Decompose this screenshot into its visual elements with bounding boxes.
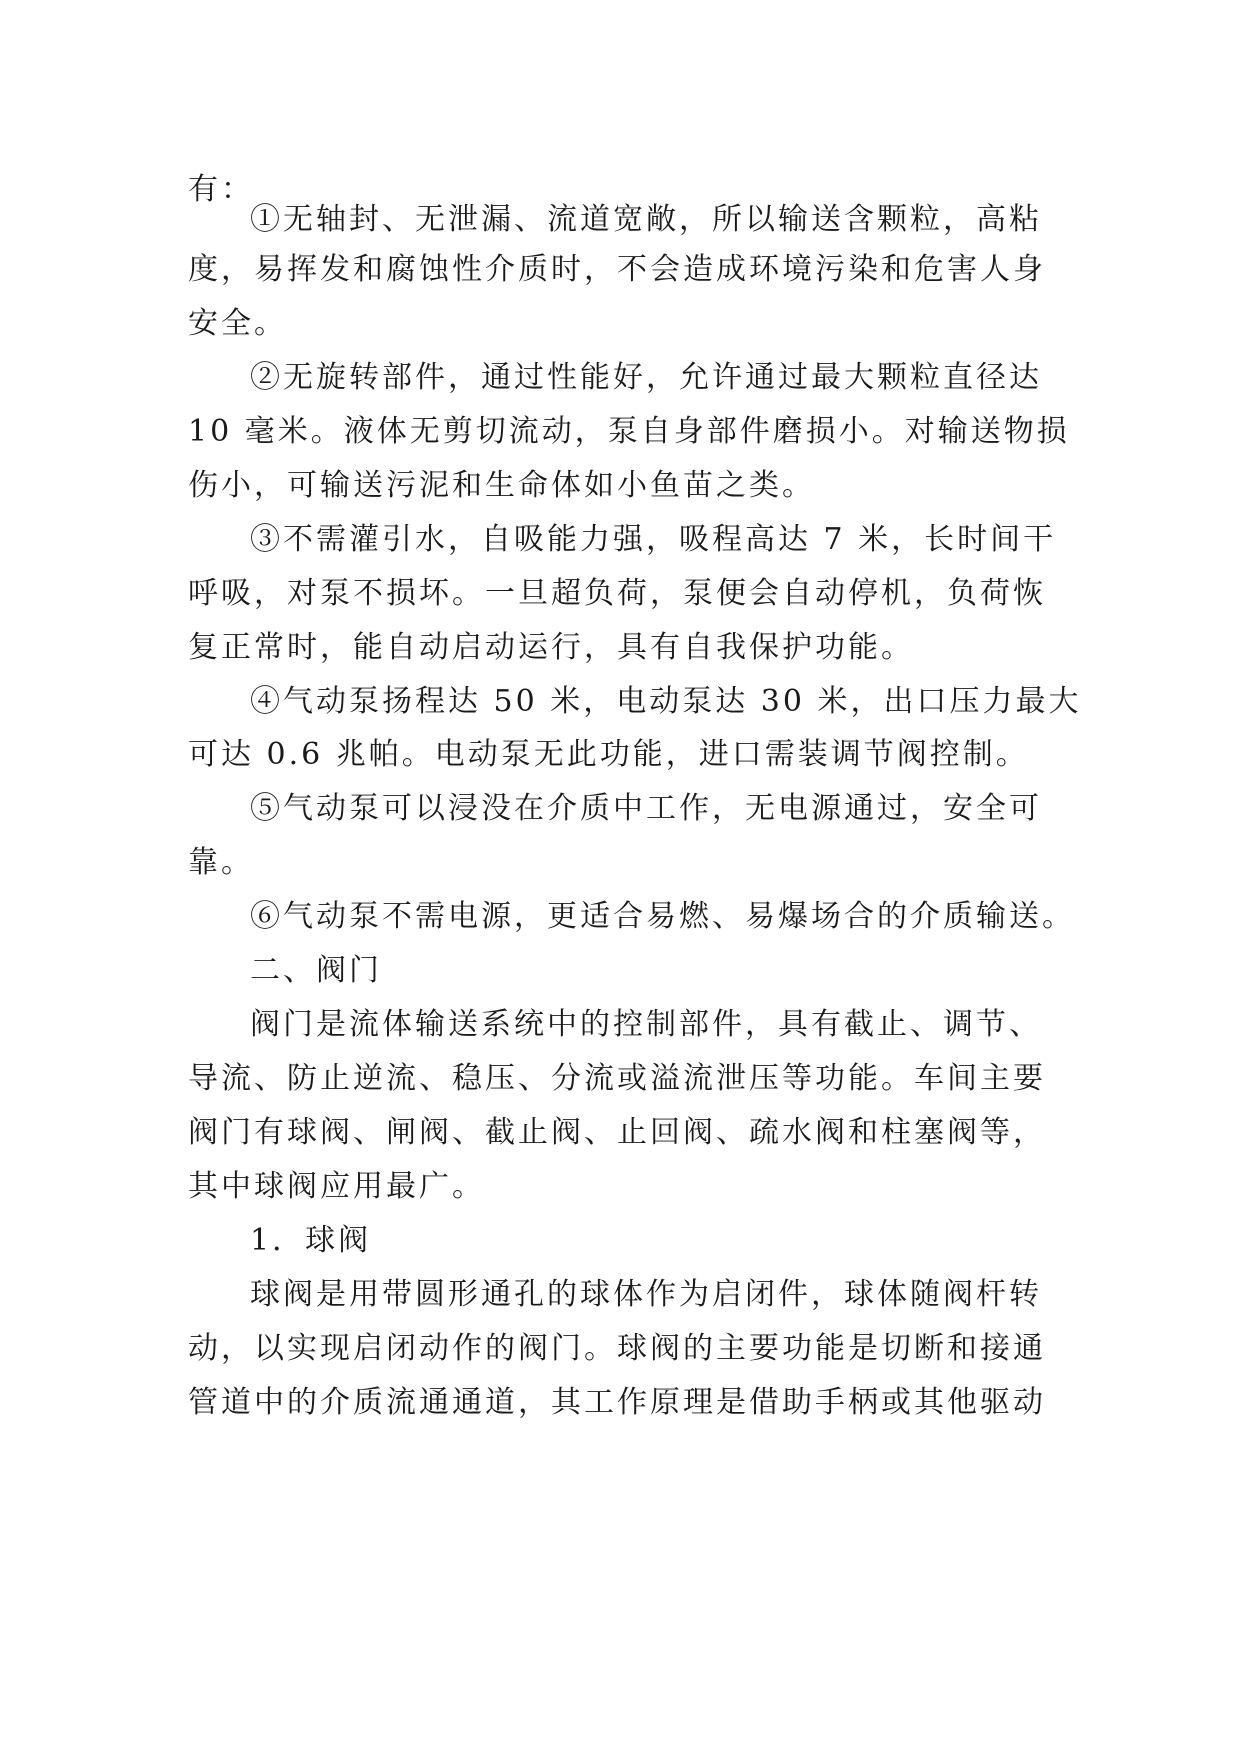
text-line: 可达 0.6 兆帕。电动泵无此功能，进口需装调节阀控制。 — [188, 737, 1029, 772]
text-line: 球阀是用带圆形通孔的球体作为启闭件，球体随阀杆转 — [250, 1277, 1042, 1312]
text-line: 复正常时，能自动启动运行，具有自我保护功能。 — [188, 630, 914, 665]
text-line: ①无轴封、无泄漏、流道宽敞，所以输送含颗粒，高粘 — [250, 202, 1042, 237]
text-line: 伤小，可输送污泥和生命体如小鱼苗之类。 — [188, 468, 815, 503]
text-line: 动，以实现启闭动作的阀门。球阀的主要功能是切断和接通 — [188, 1331, 1046, 1366]
text-line: ③不需灌引水，自吸能力强，吸程高达 7 米，长时间干 — [250, 522, 1057, 557]
text-line: 靠。 — [188, 845, 254, 880]
text-line: 导流、防止逆流、稳压、分流或溢流泄压等功能。车间主要 — [188, 1061, 1046, 1096]
text-line: 有： — [188, 172, 254, 207]
text-line: 阀门有球阀、闸阀、截止阀、止回阀、疏水阀和柱塞阀等， — [188, 1115, 1046, 1150]
text-line: 其中球阀应用最广。 — [188, 1169, 485, 1204]
text-line: ⑤气动泵可以浸没在介质中工作，无电源通过，安全可 — [250, 791, 1042, 826]
text-line: 管道中的介质流通通道，其工作原理是借助手柄或其他驱动 — [188, 1385, 1046, 1420]
text-line: ②无旋转部件，通过性能好，允许通过最大颗粒直径达 — [250, 360, 1042, 395]
text-line: ⑥气动泵不需电源，更适合易燃、易爆场合的介质输送。 — [250, 899, 1075, 934]
text-line: 度，易挥发和腐蚀性介质时，不会造成环境污染和危害人身 — [188, 252, 1046, 287]
text-line: 阀门是流体输送系统中的控制部件，具有截止、调节、 — [250, 1007, 1042, 1042]
subsection-heading: 1．球阀 — [250, 1223, 372, 1258]
text-line: 10 毫米。液体无剪切流动，泵自身部件磨损小。对输送物损 — [188, 414, 1070, 449]
text-line: 安全。 — [188, 306, 287, 341]
text-line: 呼吸，对泵不损坏。一旦超负荷，泵便会自动停机，负荷恢 — [188, 576, 1046, 611]
section-heading: 二、阀门 — [250, 953, 382, 988]
text-line: ④气动泵扬程达 50 米，电动泵达 30 米，出口压力最大 — [250, 684, 1082, 719]
